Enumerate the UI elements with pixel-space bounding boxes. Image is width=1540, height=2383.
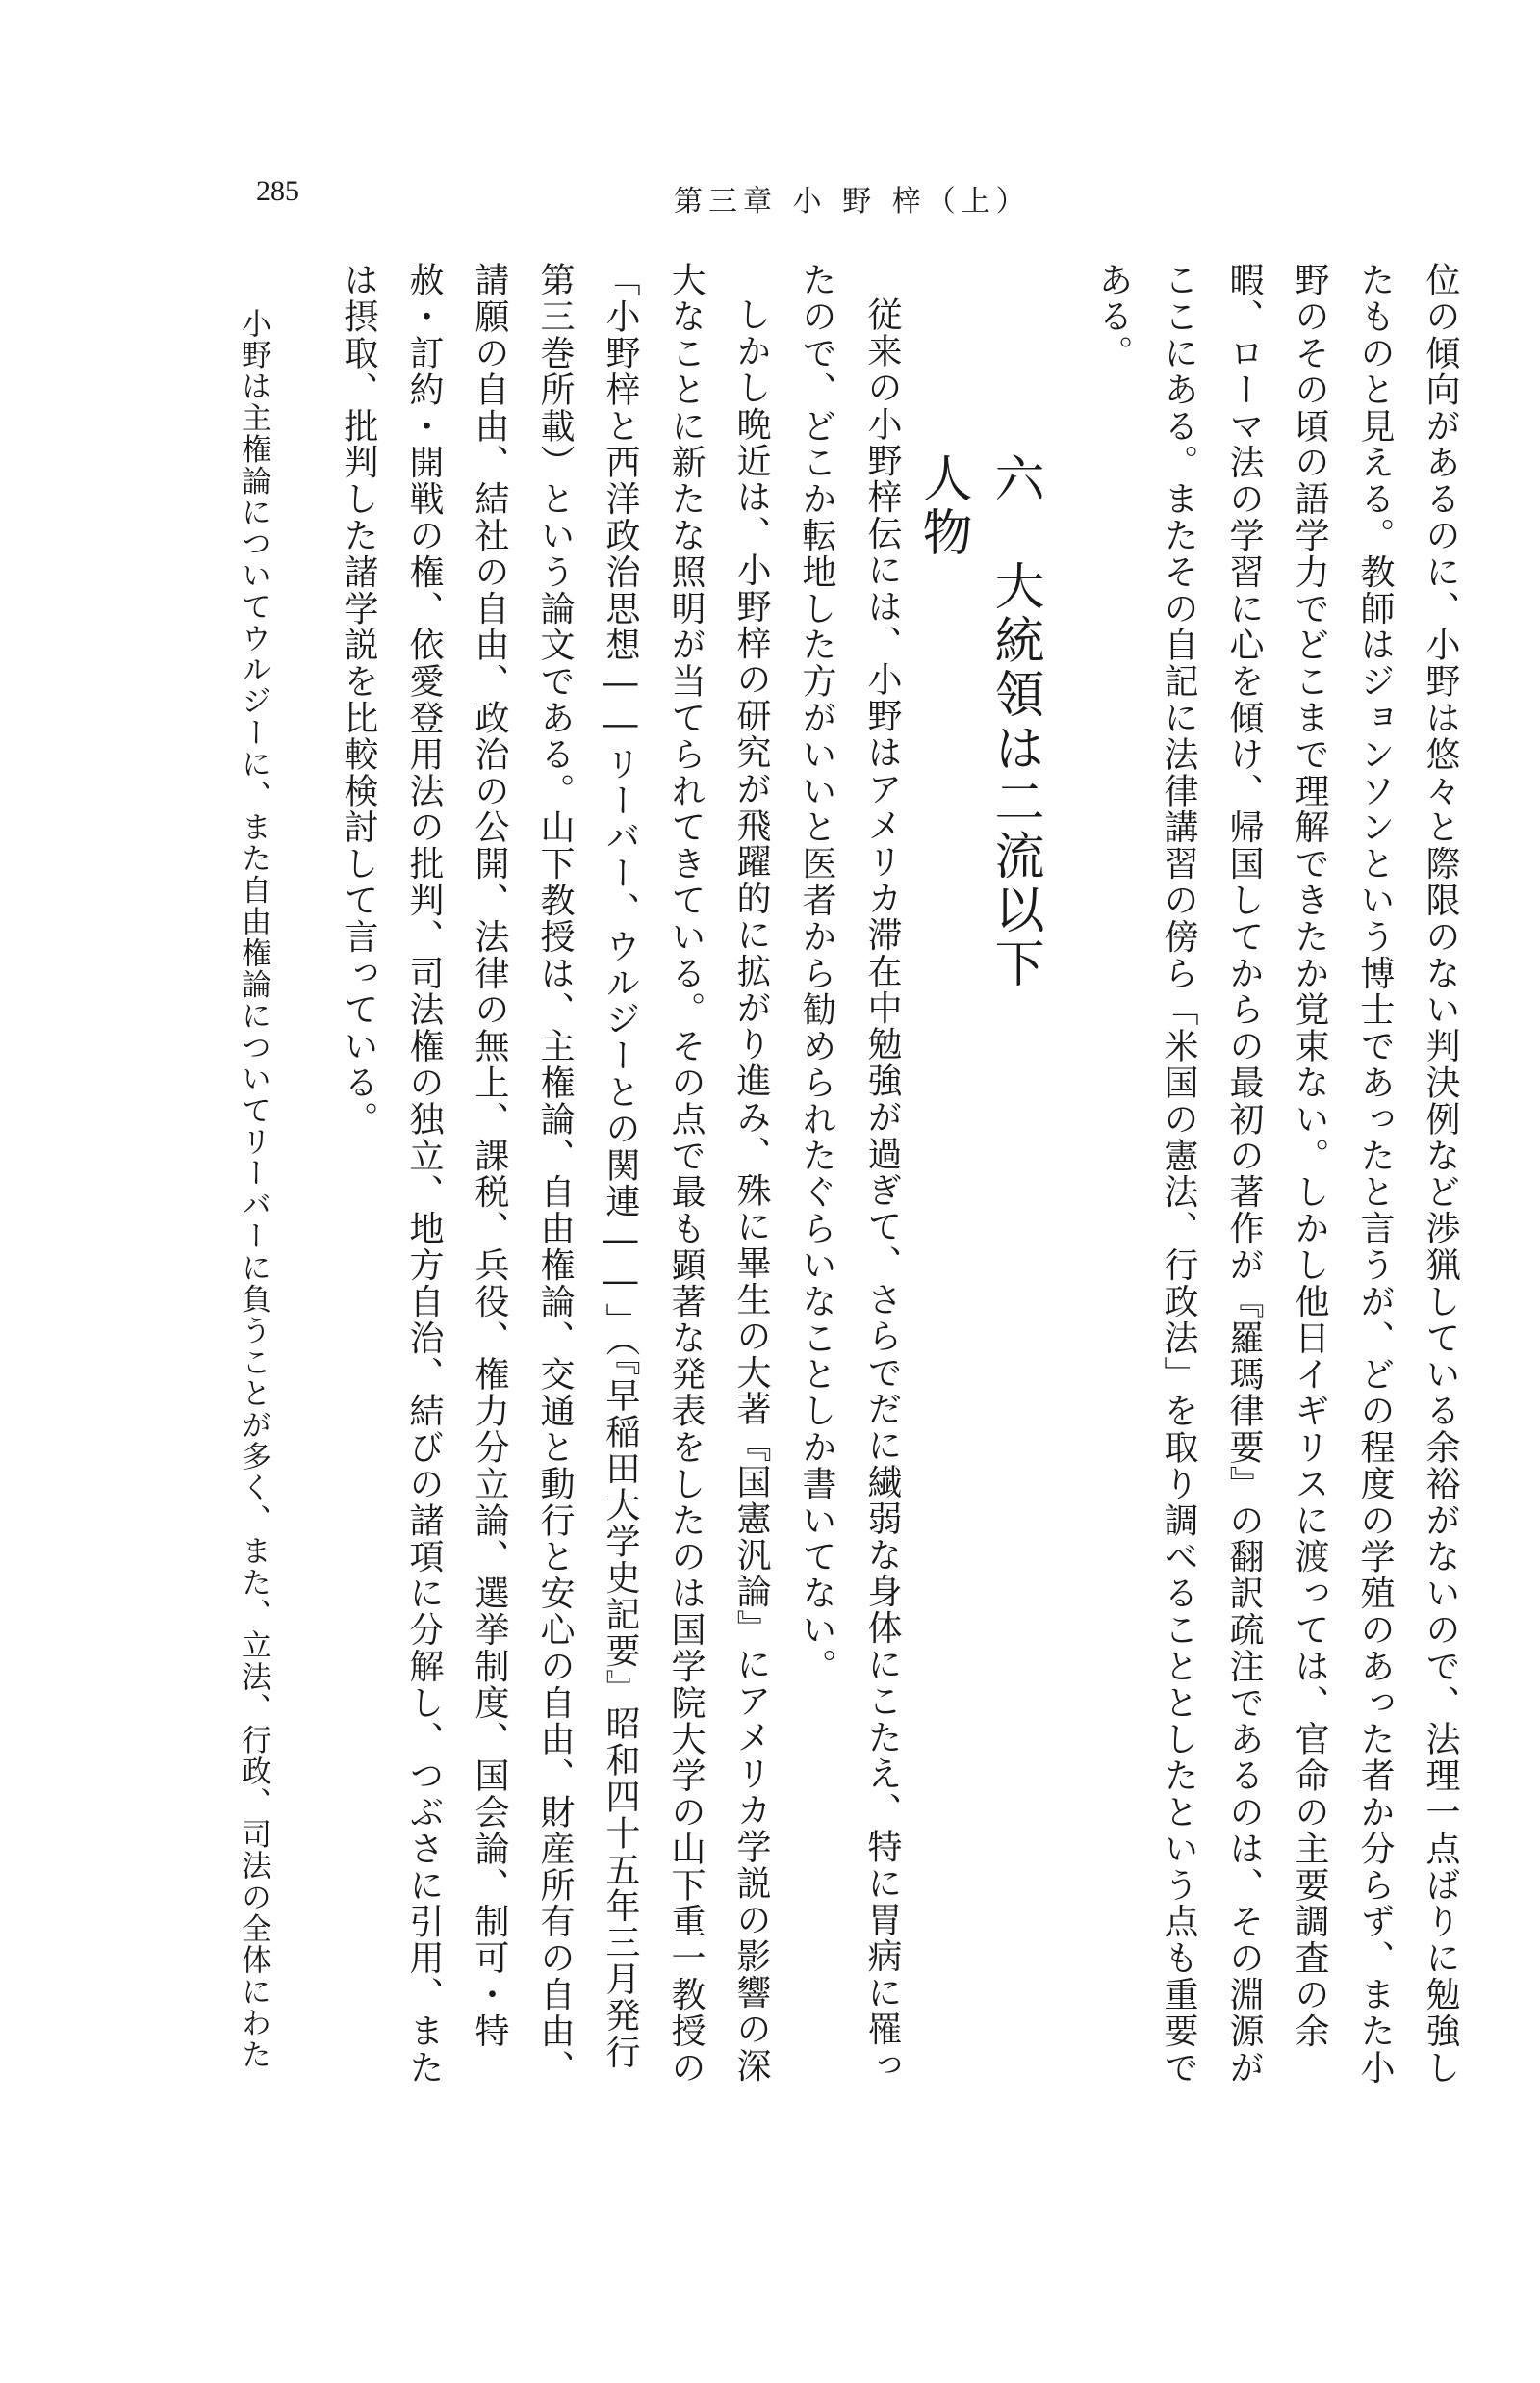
section-heading: 六 大統領は二流以下人物 [913, 452, 1043, 991]
paragraph-2: 従来の小野梓伝には、小野はアメリカ滞在中勉強が過ぎて、さらでだに繊弱な身体にこたえ、特に胃病に罹ったので、どこか転地した方がいいと医者から勧められたぐらいなことしか書いてない。 [797, 262, 902, 2085]
body-text-block [298, 262, 914, 2119]
paragraph-3: しかし晩近は、小野梓の研究が飛躍的に拡がり進み、殊に畢生の大著『国憲汎論』にアメリカ学説の影響の深大なことに新たな照明が当てられてきている。その点で最も顕著な発表をしたのは国学院大学の山下重一教授の「小野梓と西洋政治思想――リーバー、ウルジーとの関連――」（『早稲田大学史記要』昭和四十五年三月発行 第三巻所載）という論文である。山下教授は、主権論、自由権論、交通と動行と安心の自由、財産所有の自由、請願の自由、結社の自由、政治の公開、法律の無上、課税、兵役、権力分立論、選挙制度、国会論、制可・特赦・訂約・開戦の権、依愛登用法の批判、司法権の独立、地方自治、結びの諸項に分解し、つぶさに引用、または摂取、批判した諸学説を比較検討して言っている。 [339, 262, 771, 2086]
block-quote: 小野は主権論についてウルジーに、また自由権論についてリーバーに負うことが多く、また、立法、行政、司法の全体にわた [236, 308, 270, 2071]
paragraph-1: 位の傾向があるのに、小野は悠々と際限のない判決例など渉猟している余裕がないので、法理一点ばりに勉強したものと見える。教師はジョンソンという博士であったと言うが、どの程度の学殖のあった者か分らず、また小野のその頃の語学力でどこまで理解できたか覚束ない。しかし他日イギリスに渡っては、官命の主要調査の余暇、ローマ法の学習に心を傾け、帰国してからの最初の著作が『羅瑪律要』の翻訳疏注であるのは、その淵源がここにある。またその自記に法律講習の傍ら「米国の憲法、行政法」を取り調べることとしたという点も重要である。 [1093, 262, 1460, 2087]
running-header: 第三章 小 野 梓（上） [674, 185, 1031, 218]
page-number: 285 [256, 175, 299, 207]
